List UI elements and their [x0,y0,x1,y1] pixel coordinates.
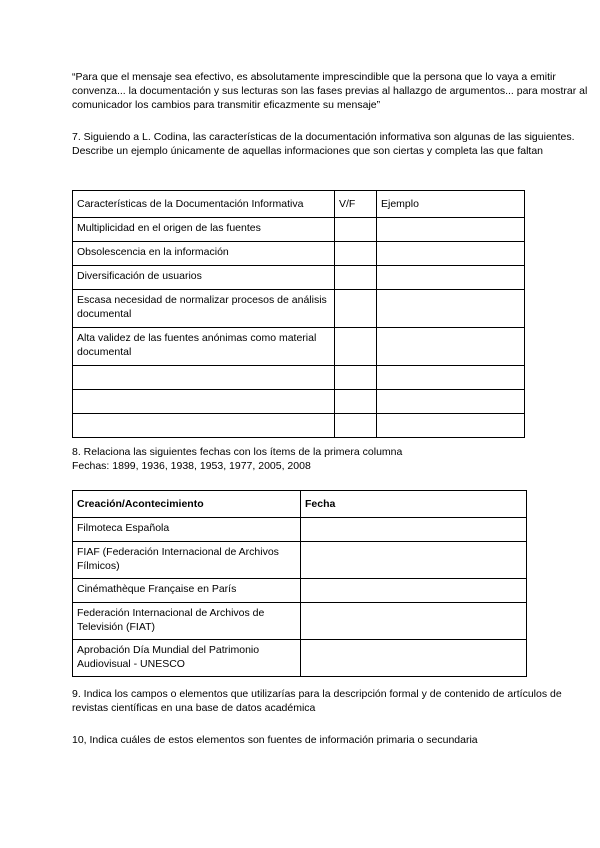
date-cell[interactable] [301,603,527,640]
table-row [73,640,527,677]
date-cell[interactable] [301,542,527,579]
characteristic-cell: Escasa necesidad de normalizar procesos de análisis documental [73,290,335,328]
quote-paragraph: “Para que el mensaje sea efectivo, es absolutamente imprescindible que la persona que lo vaya a emitir convenza... la documentación y sus lecturas son las fases previas al hallazgo de argumentos... para mostrar al comunicador los cambios para transmitir eficazmente su mensaje” [72,71,588,111]
true-false-cell[interactable] [335,290,377,328]
table-row-empty [73,414,525,438]
true-false-cell[interactable] [335,390,377,414]
table-row-empty [73,366,525,390]
event-cell: Cinémathèque Française en París [73,579,301,603]
table-row [73,328,525,366]
characteristic-cell: Alta validez de las fuentes anónimas como material documental [73,328,335,366]
question-8-block [72,445,592,473]
table-row [73,218,525,242]
question-8-text: 8. Relaciona las siguientes fechas con los ítems de la primera columna [72,446,403,458]
event-cell: Filmoteca Española [73,518,301,542]
true-false-cell[interactable] [335,328,377,366]
date-cell[interactable] [301,579,527,603]
header-event: Creación/Acontecimiento [73,491,301,518]
example-cell[interactable] [377,266,525,290]
characteristic-cell[interactable] [73,390,335,414]
true-false-cell[interactable] [335,218,377,242]
question-10-text: 10, Indica cuáles de estos elementos son fuentes de información primaria o secundaria [72,734,478,746]
table-header-row [73,491,527,518]
example-cell[interactable] [377,390,525,414]
example-cell[interactable] [377,218,525,242]
event-cell: Aprobación Día Mundial del Patrimonio Audiovisual - UNESCO [73,640,301,677]
example-cell[interactable] [377,414,525,438]
header-date: Fecha [301,491,527,518]
true-false-cell[interactable] [335,366,377,390]
true-false-cell[interactable] [335,414,377,438]
question-7-text: 7. Siguiendo a L. Codina, las características de la documentación informativa son algunas de las siguientes. Describe un ejemplo únicamente de aquellas informaciones que son ciertas y completa las que faltan [72,131,575,157]
header-characteristics: Características de la Documentación Informativa [73,191,335,218]
table-row [73,266,525,290]
table-row-empty [73,390,525,414]
header-example: Ejemplo [377,191,525,218]
table-row [73,542,527,579]
table-header-row [73,191,525,218]
characteristic-cell: Obsolescencia en la información [73,242,335,266]
dates-table [72,490,527,677]
event-cell: Federación Internacional de Archivos de Televisión (FIAT) [73,603,301,640]
date-cell[interactable] [301,640,527,677]
characteristic-cell[interactable] [73,414,335,438]
question-9-text: 9. Indica los campos o elementos que utilizarías para la descripción formal y de contenido de artículos de revistas científicas en una base de datos académica [72,688,562,714]
header-true-false: V/F [335,191,377,218]
true-false-cell[interactable] [335,266,377,290]
example-cell[interactable] [377,328,525,366]
table-row [73,579,527,603]
question-8-dates: Fechas: 1899, 1936, 1938, 1953, 1977, 2005, 2008 [72,460,311,472]
true-false-cell[interactable] [335,242,377,266]
example-cell[interactable] [377,366,525,390]
characteristic-cell[interactable] [73,366,335,390]
example-cell[interactable] [377,290,525,328]
event-cell: FIAF (Federación Internacional de Archivos Fílmicos) [73,542,301,579]
table-row [73,518,527,542]
example-cell[interactable] [377,242,525,266]
characteristics-table [72,190,525,438]
date-cell[interactable] [301,518,527,542]
table-row [73,290,525,328]
characteristic-cell: Multiplicidad en el origen de las fuentes [73,218,335,242]
table-row [73,242,525,266]
table-row [73,603,527,640]
characteristic-cell: Diversificación de usuarios [73,266,335,290]
